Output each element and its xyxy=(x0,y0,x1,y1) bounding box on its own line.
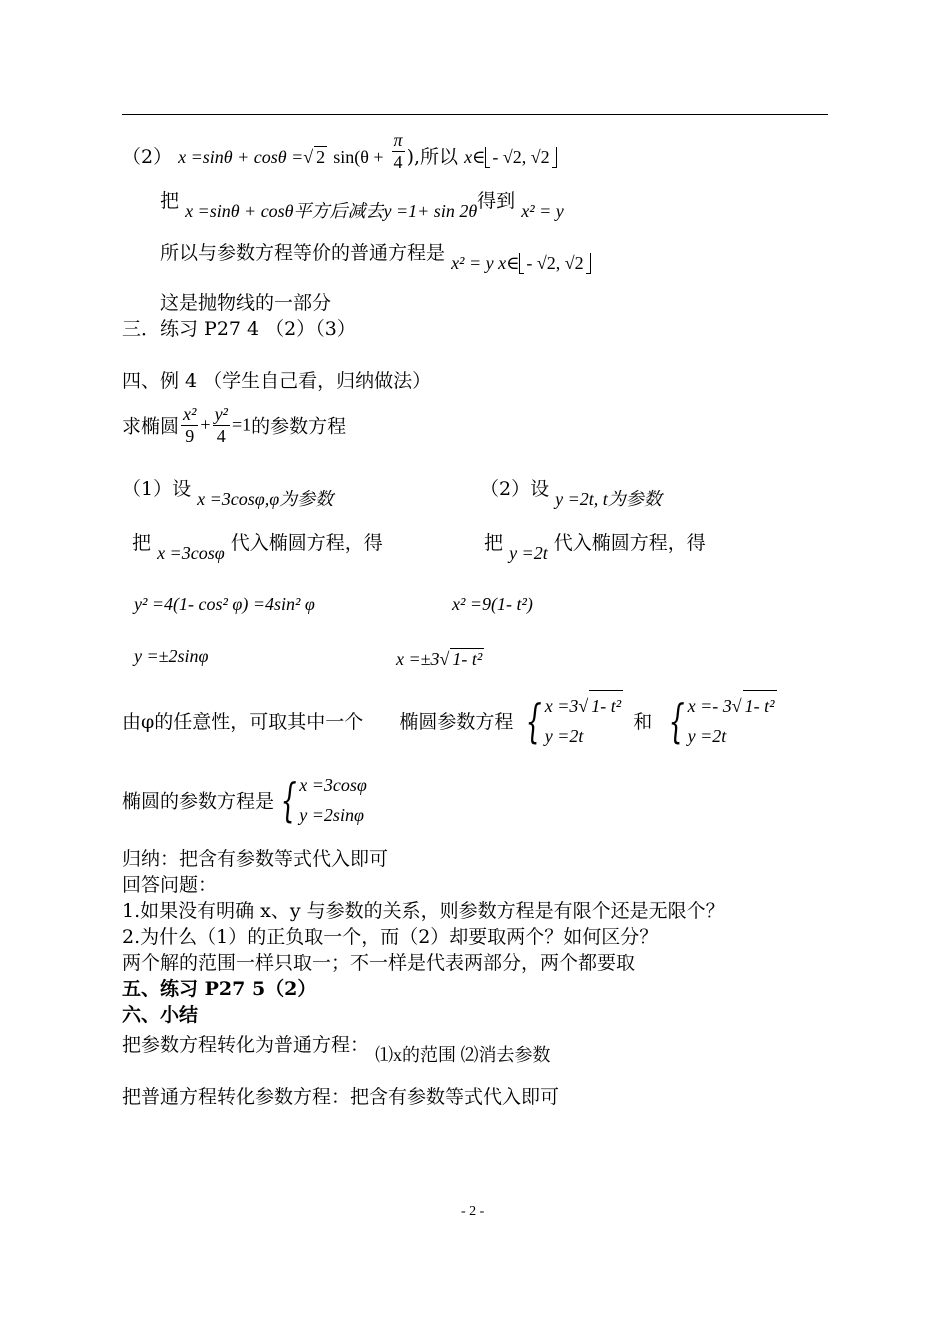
fraction-numerator: y² xyxy=(214,404,228,424)
section-6-heading: 六、小结 xyxy=(122,1004,199,1026)
fraction xyxy=(213,404,230,446)
summary-line-1 xyxy=(122,1030,551,1065)
equation: x =3cosφ xyxy=(157,543,225,563)
case-1-squared: y² =4(1- cos² φ) =4sin² φ xyxy=(134,594,315,614)
text: 把参数方程转化为普通方程： xyxy=(122,1034,370,1056)
page-number: - 2 - xyxy=(461,1204,485,1219)
system-1: { x =3√ 1- t² y =2t xyxy=(519,690,623,751)
line-4: 这是抛物线的一部分 xyxy=(160,292,332,314)
system-row: x =3cosφ xyxy=(299,775,367,795)
case-2-squared: x² =9(1- t²) xyxy=(452,594,533,614)
equation: x =sinθ + cosθ = xyxy=(178,147,304,167)
interval: - √2, √2 xyxy=(492,147,550,167)
text: 所以与参数方程等价的普通方程是 xyxy=(160,242,446,264)
text: （2）设 xyxy=(480,478,550,500)
header-rule xyxy=(122,114,828,115)
fraction-numerator: π xyxy=(393,129,403,150)
line-2 xyxy=(160,186,564,221)
item-label: （2） xyxy=(122,146,173,168)
case-1-label-line xyxy=(122,474,334,509)
fraction xyxy=(181,404,198,446)
question-2: 2.为什么（1）的正负取一个，而（2）却要取两个？如何区分？ xyxy=(122,926,659,948)
equation: y =2t, t为参数 xyxy=(555,489,662,509)
text: （1）设 xyxy=(122,478,192,500)
systems-line xyxy=(122,690,777,751)
system-row: x =3 xyxy=(544,696,579,716)
text: 由φ的任意性，可取其中一个 xyxy=(122,711,364,733)
line-3 xyxy=(160,238,591,273)
equation: x =sinθ + cosθ平方后减去y =1+ sin 2θ xyxy=(185,201,478,221)
text: 代入椭圆方程，得 xyxy=(230,532,383,554)
ellipse-param-line xyxy=(122,770,367,830)
line-7 xyxy=(122,404,346,446)
text: 把 xyxy=(160,190,180,212)
summary-line-2: 把普通方程转化参数方程：把含有参数等式代入即可 xyxy=(122,1086,560,1108)
text: 椭圆的参数方程是 xyxy=(122,790,275,813)
text: 和 xyxy=(633,711,653,733)
question-1: 1.如果没有明确 x、y 与参数的关系，则参数方程是有限个还是无限个？ xyxy=(122,900,725,922)
text: 求椭圆 xyxy=(122,415,180,438)
section-5-heading: 五、练习 P27 5（2） xyxy=(122,978,317,1000)
equation: x² = y x∈ xyxy=(451,253,520,273)
text: 椭圆参数方程 xyxy=(399,711,514,733)
system-row: x =- 3 xyxy=(687,696,732,716)
fraction-denominator: 4 xyxy=(393,151,403,172)
line-6: 四、例 4 （学生自己看，归纳做法） xyxy=(122,370,432,392)
questions-heading: 回答问题： xyxy=(122,874,218,896)
case-2-substitute-line xyxy=(484,528,706,563)
fraction xyxy=(392,130,405,172)
case-2-solution: x =±3√ 1- t² xyxy=(396,649,483,669)
case-1-solution: y =±2sinφ xyxy=(134,646,209,666)
equation: y =2t xyxy=(509,543,548,563)
sqrt-value: 2 xyxy=(316,147,326,167)
equation: x² = y xyxy=(521,201,564,221)
equation: x =3cosφ,φ为参数 xyxy=(197,489,334,509)
text: 的参数方程 xyxy=(251,415,347,438)
fraction-denominator: 4 xyxy=(216,425,226,446)
text: 把 xyxy=(484,532,504,554)
text: 得到 xyxy=(477,190,516,212)
system-row: y =2t xyxy=(687,726,727,746)
radicand: 1- t² xyxy=(452,649,483,669)
equation: x =±3 xyxy=(396,649,440,669)
equation: ⑴x的范围 ⑵消去参数 xyxy=(375,1045,551,1065)
case-1-substitute-line xyxy=(132,528,383,563)
case-2-label-line xyxy=(480,474,662,509)
answer: 两个解的范围一样只取一；不一样是代表两部分，两个都要取 xyxy=(122,952,636,974)
summary-line: 归纳：把含有参数等式代入即可 xyxy=(122,848,389,870)
line-1: （2） x =sinθ + cosθ =√ 2 sin(θ + $\frac{\pi}{4}$ ),所以 x∈ - √2, √2 xyxy=(122,142,557,172)
fraction-denominator: 9 xyxy=(185,425,195,446)
text: ),所以 xyxy=(406,146,459,168)
equation: =1 xyxy=(231,414,252,435)
line-5: 三．练习 P27 4 （2）（3） xyxy=(122,318,356,340)
system-row: y =2t xyxy=(544,726,584,746)
radicand: 1- t² xyxy=(589,690,623,721)
equation: x∈ xyxy=(464,147,486,167)
fraction-numerator: x² xyxy=(183,404,197,424)
equation-sin: sin(θ + xyxy=(333,147,384,167)
radicand: 1- t² xyxy=(743,690,777,721)
text: 代入椭圆方程，得 xyxy=(553,532,706,554)
system-3: { x =3cosφ y =2sinφ xyxy=(274,770,367,830)
plus: + xyxy=(200,414,211,435)
interval: - √2, √2 xyxy=(526,253,584,273)
system-row: y =2sinφ xyxy=(299,805,364,825)
system-2: { x =- 3√ 1- t² y =2t xyxy=(662,690,776,751)
text: 把 xyxy=(132,532,152,554)
